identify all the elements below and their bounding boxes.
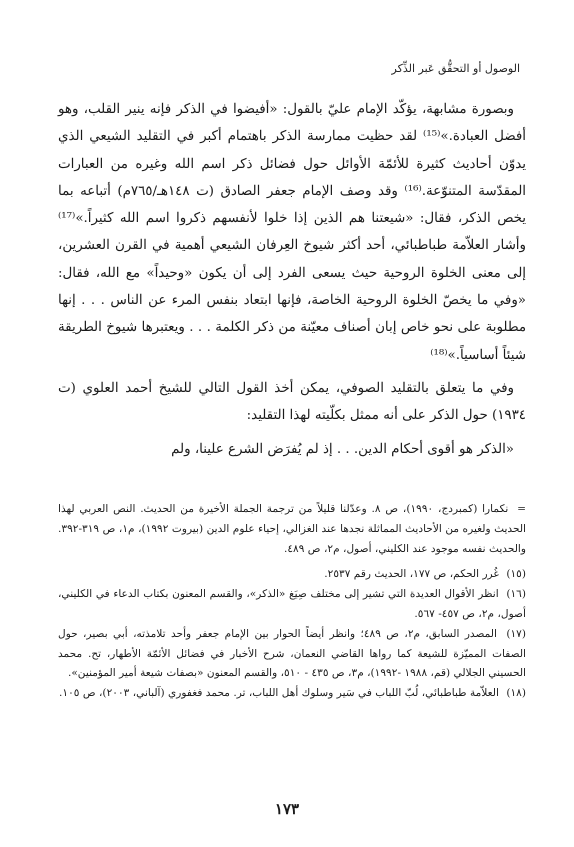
footnote-continued — [58, 500, 526, 559]
footnotes — [58, 500, 526, 704]
footnote-number: (١٧) — [506, 627, 526, 640]
footnote-18 — [58, 684, 526, 704]
running-head: الوصول أو التحقُّق عَبر الذِّكر — [391, 62, 520, 75]
main-text — [58, 96, 526, 463]
footnote-text: المصدر السابق، م٢، ص ٤٨٩؛ وانظر أيضاً الحوار بين الإمام جعفر وأحد تلامذته، أبي بصير، حول الصفات المميّزة للشيعة كما رواها القاضي النعمان، شرح الأخبار في فضائل الأئمّة الأطهار، تح. محمد الحسيني الجلالي (قم، ١٩٨٨ -١٩٩٢)، م٣، ص ٤٣٥ - ٥١٠، والقسم المعنون «بصفات شيعة أمير المؤمنين». — [58, 627, 526, 680]
footnote-text: انظر الأقوال العديدة التي تشير إلى مختلف صِيَغ «الذكر»، والقسم المعنون بكتاب الدعاء في الكليني، أصول، م٢، ص ٤٥٧- ٥٦٧. — [58, 588, 526, 620]
footnote-15 — [58, 565, 526, 585]
footnote-17 — [58, 625, 526, 684]
footnote-number: (١٦) — [506, 588, 526, 601]
continuation-mark: = — [517, 503, 526, 515]
footnote-number: (١٨) — [506, 687, 526, 700]
footnote-text: العلاّمة طباطبائي، لُبّ اللباب في سَير وسلوك أهل اللباب، تر. محمد فغفوري (آلباني، ٢٠٠٣)، ص ١٠٥. — [59, 687, 499, 700]
page-number: ١٧٣ — [274, 800, 300, 818]
footnote-16 — [58, 585, 526, 625]
paragraph: وفي ما يتعلق بالتقليد الصوفي، يمكن أخذ القول التالي للشيخ أحمد العلوي (ت ١٩٣٤) حول الذكر على أنه ممثل بكلّيته لهذا التقليد: — [58, 380, 526, 424]
footnote-number: (١٥) — [506, 568, 526, 581]
footnote-text: نكمارا (كمبردج، ١٩٩٠)، ص ٨. وعدّلنا قليلاً من ترجمة الجملة الأخيرة من الحديث. النص العربي لهذا الحديث ولغيره من الأحاديث المماثلة نجدها عند الغزالي، إحياء علوم الدين (بيروت ١٩٩٢)، م١، ص ٣١٩-٣٩٢. والحديث نفسه موجود عند الكليني، أصول، م٢، ص ٤٨٩. — [58, 503, 526, 555]
paragraph: وبصورة مشابهة، يؤكّد الإمام عليّ بالقول: «أفيضوا في الذكر فإنه ينير القلب، وهو أفضل العبادة.»⁽¹⁵⁾ لقد حظيت ممارسة الذكر باهتمام أكبر في التقليد الشيعي الذي يدوّن أحاديث كثيرة للأئمّة الأوائل حول فضائل ذكر اسم الله وغيره من العبارات المقدّسة المتنوّعة.⁽¹⁶⁾ وقد وصف الإمام جعفر الصادق (ت ١٤٨هـ/٧٦٥م) أتباعه بما يخص الذكر، فقال: «شيعتنا هم الذين إذا خلوا لأنفسهم ذكروا اسم الله كثيراً.»⁽¹⁷⁾ وأشار العلاّمة طباطبائي، أحد أكثر شيوخ العِرفان الشيعي أهمية في القرن العشرين، إلى معنى الخلوة الروحية حيث يسعى الفرد إلى أن يكون «وحيداً» مع الله، فقال: «وفي ما يخصّ الخلوة الروحية الخاصة، فإنها ابتعاد بنفس المرء عن الناس . . . إنها مطلوبة على نحو خاص إبان أصناف معيّنة من ذكر الكلمة . . . ويعتبرها شيوخ الطريقة شيئاً أساسياً.»⁽¹⁸⁾ — [58, 102, 526, 363]
quotation-start: «الذكر هو أقوى أحكام الدين. . . إذ لم يُفرَض الشرع علينا، ولم — [171, 441, 514, 457]
footnote-text: غُرر الحكم، ص ١٧٧، الحديث رقم ٢٥٣٧. — [324, 568, 499, 581]
